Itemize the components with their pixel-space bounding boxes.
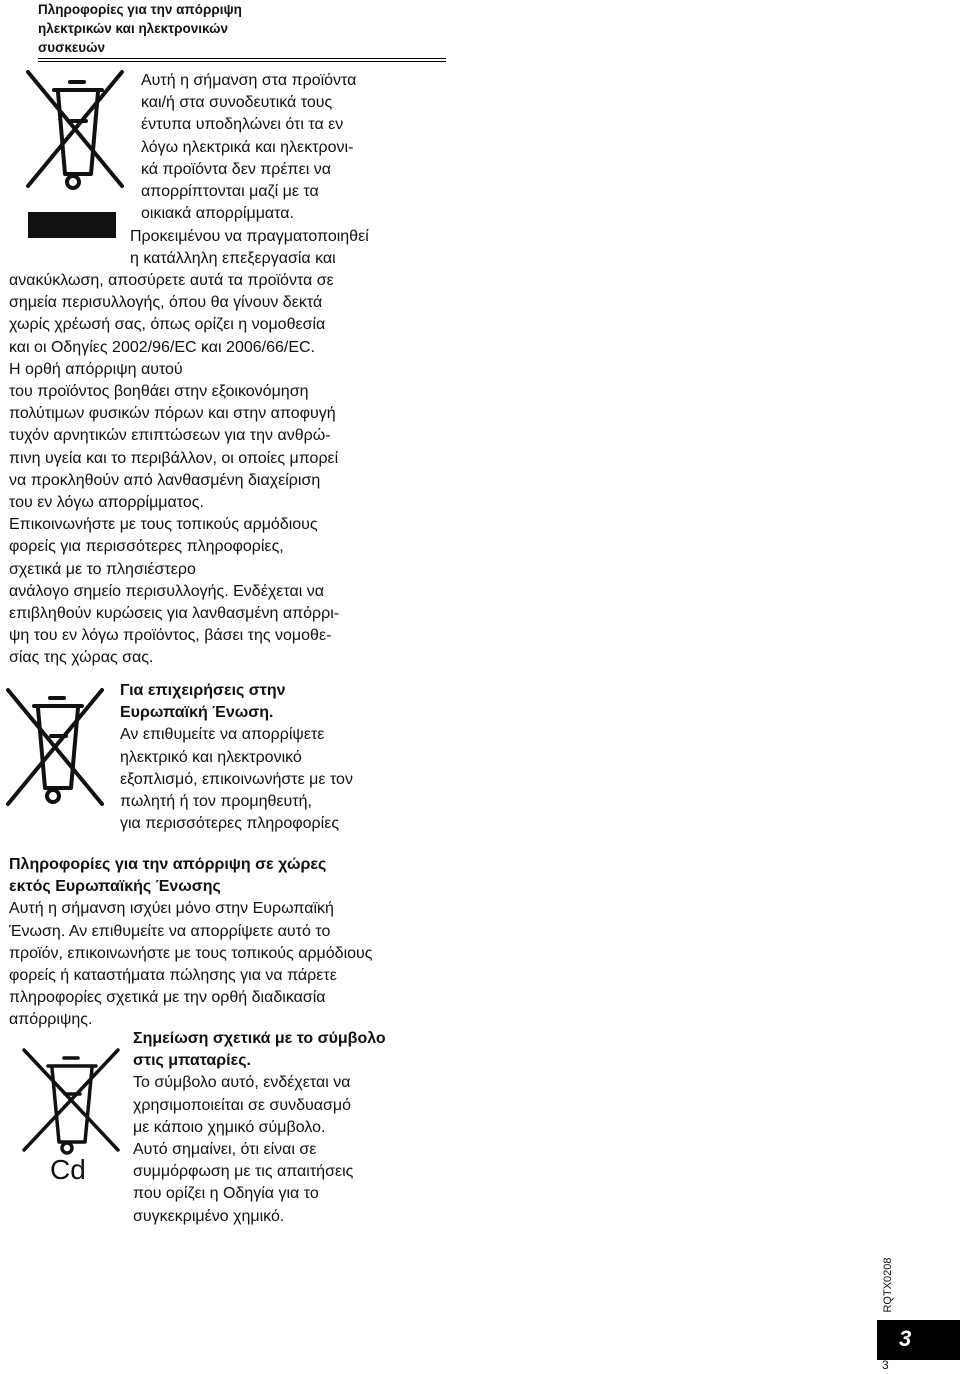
crossed-bin-icon-business xyxy=(4,686,104,816)
business-heading-2: Ευρωπαϊκή Ένωση. xyxy=(120,704,274,722)
outside-eu-section xyxy=(9,854,372,1032)
text-line: συμμόρφωση με τις απαιτήσεις xyxy=(133,1163,354,1181)
chemical-symbol: Cd xyxy=(50,1154,86,1185)
text-line: και οι Οδηγίες 2002/96/EC και 2006/66/EC. xyxy=(9,338,316,356)
text-line: του εν λόγω απορρίμματος. xyxy=(9,494,204,512)
text-line: ανάλογο σημείο περισυλλογής. Ενδέχεται να xyxy=(9,582,324,600)
page-number: 3 xyxy=(882,1358,889,1372)
text-line: Ένωση. Αν επιθυμείτε να απορρίψετε αυτό το xyxy=(9,922,331,940)
text-line: οικιακά απορρίμματα. xyxy=(141,205,294,223)
header-divider xyxy=(38,58,446,59)
text-line: τυχόν αρνητικών επιπτώσεων για την ανθρώ- xyxy=(9,427,331,445)
text-line: Αν επιθυμείτε να απορρίψετε xyxy=(120,726,325,744)
text-line: Προκειμένου να πραγματοποιηθεί xyxy=(130,228,369,245)
text-line: σημεία περισυλλογής, όπου θα γίνουν δεκτά xyxy=(9,294,323,312)
text-line: και/ή στα συνοδευτικά τους xyxy=(141,94,333,112)
text-line: Αυτή η σήμανση στα προϊόντα xyxy=(141,72,357,89)
doc-code: RQTX0208 xyxy=(882,1257,894,1313)
text-line: πληροφορίες σχετικά με την ορθή διαδικασία xyxy=(9,989,326,1007)
text-line: χρησιμοποιείται σε συνδυασμό xyxy=(133,1096,351,1114)
text-line: προϊόν, επικοινωνήστε με τους τοπικούς αρμόδιους xyxy=(9,944,373,962)
battery-section xyxy=(133,1028,386,1228)
text-line: σίας της χώρας σας. xyxy=(9,649,154,667)
text-line: συγκεκριμένο χημικό. xyxy=(133,1207,285,1225)
text-line: φορείς ή καταστήματα πώλησης για να πάρετε xyxy=(9,967,337,985)
paragraph-intro xyxy=(141,70,356,225)
text-line: να προκληθούν από λανθασμένη διαχείριση xyxy=(9,471,321,489)
paragraph-intro-cont xyxy=(130,226,369,270)
text-line: Αυτό σημαίνει, ότι είναι σε xyxy=(133,1141,317,1159)
text-line: απόρριψης. xyxy=(9,1011,93,1029)
text-line: εξοπλισμό, επικοινωνήστε με τον xyxy=(120,770,353,788)
text-line: έντυπα υποδηλώνει ότι τα εν xyxy=(141,116,344,134)
text-line: Η ορθή απόρριψη αυτού xyxy=(9,360,183,378)
text-line: ψη του εν λόγω προϊόντος, βάσει της νομοθε- xyxy=(9,627,332,645)
section-header: Πληροφορίες για την απόρριψη ηλεκτρικών και ηλεκτρονικών συσκευών xyxy=(38,2,242,55)
battery-heading-2: στις μπαταρίες. xyxy=(133,1052,251,1070)
crossed-bin-icon xyxy=(24,66,124,246)
header-divider-2 xyxy=(38,61,446,62)
text-line: με κάποιο χημικό σύμβολο. xyxy=(133,1118,326,1136)
text-line: χωρίς χρέωσή σας, όπως ορίζει η νομοθεσία xyxy=(9,316,326,334)
text-line: σχετικά με το πλησιέστερο xyxy=(9,560,196,578)
business-section xyxy=(120,680,353,835)
text-line: πολύτιμων φυσικών πόρων και στην αποφυγή xyxy=(9,405,336,423)
text-line: που ορίζει η Οδηγία για το xyxy=(133,1185,319,1203)
outside-eu-heading: Πληροφορίες για την απόρριψη σε χώρες xyxy=(9,856,327,873)
text-line: πωλητή ή τον προμηθευτή, xyxy=(120,793,312,811)
text-line: Επικοινωνήστε με τους τοπικούς αρμόδιους xyxy=(9,516,318,534)
text-line: πινη υγεία και το περιβάλλον, οι οποίες μπορεί xyxy=(9,449,339,467)
text-line: ανακύκλωση, αποσύρετε αυτά τα προϊόντα σε xyxy=(9,272,334,289)
business-heading: Για επιχειρήσεις στην xyxy=(120,682,286,699)
outside-eu-heading-2: εκτός Ευρωπαϊκής Ένωσης xyxy=(9,878,221,896)
text-line: για περισσότερες πληροφορίες xyxy=(120,815,340,833)
text-line: του προϊόντος βοηθάει στην εξοικονόμηση xyxy=(9,383,309,401)
text-line: κά προϊόντα δεν πρέπει να xyxy=(141,160,331,178)
page-number-box: 3 xyxy=(877,1320,960,1360)
text-line: η κατάλληλη επεξεργασία και xyxy=(130,250,336,268)
text-line: επιβληθούν κυρώσεις για λανθασμένη απόρρι- xyxy=(9,605,340,623)
text-line: ηλεκτρικό και ηλεκτρονικό xyxy=(120,748,302,766)
text-line: Το σύμβολο αυτό, ενδέχεται να xyxy=(133,1074,351,1092)
solid-bar xyxy=(28,212,116,238)
text-line: λόγω ηλεκτρικά και ηλεκτρονι- xyxy=(141,138,354,156)
text-line: απορρίπτονται μαζί με τα xyxy=(141,183,319,201)
text-line: Αυτή η σήμανση ισχύει μόνο στην Ευρωπαϊκή xyxy=(9,900,334,918)
text-line: φορείς για περισσότερες πληροφορίες, xyxy=(9,538,284,556)
paragraph-body xyxy=(9,270,339,670)
battery-heading: Σημείωση σχετικά με το σύμβολο xyxy=(133,1030,386,1047)
